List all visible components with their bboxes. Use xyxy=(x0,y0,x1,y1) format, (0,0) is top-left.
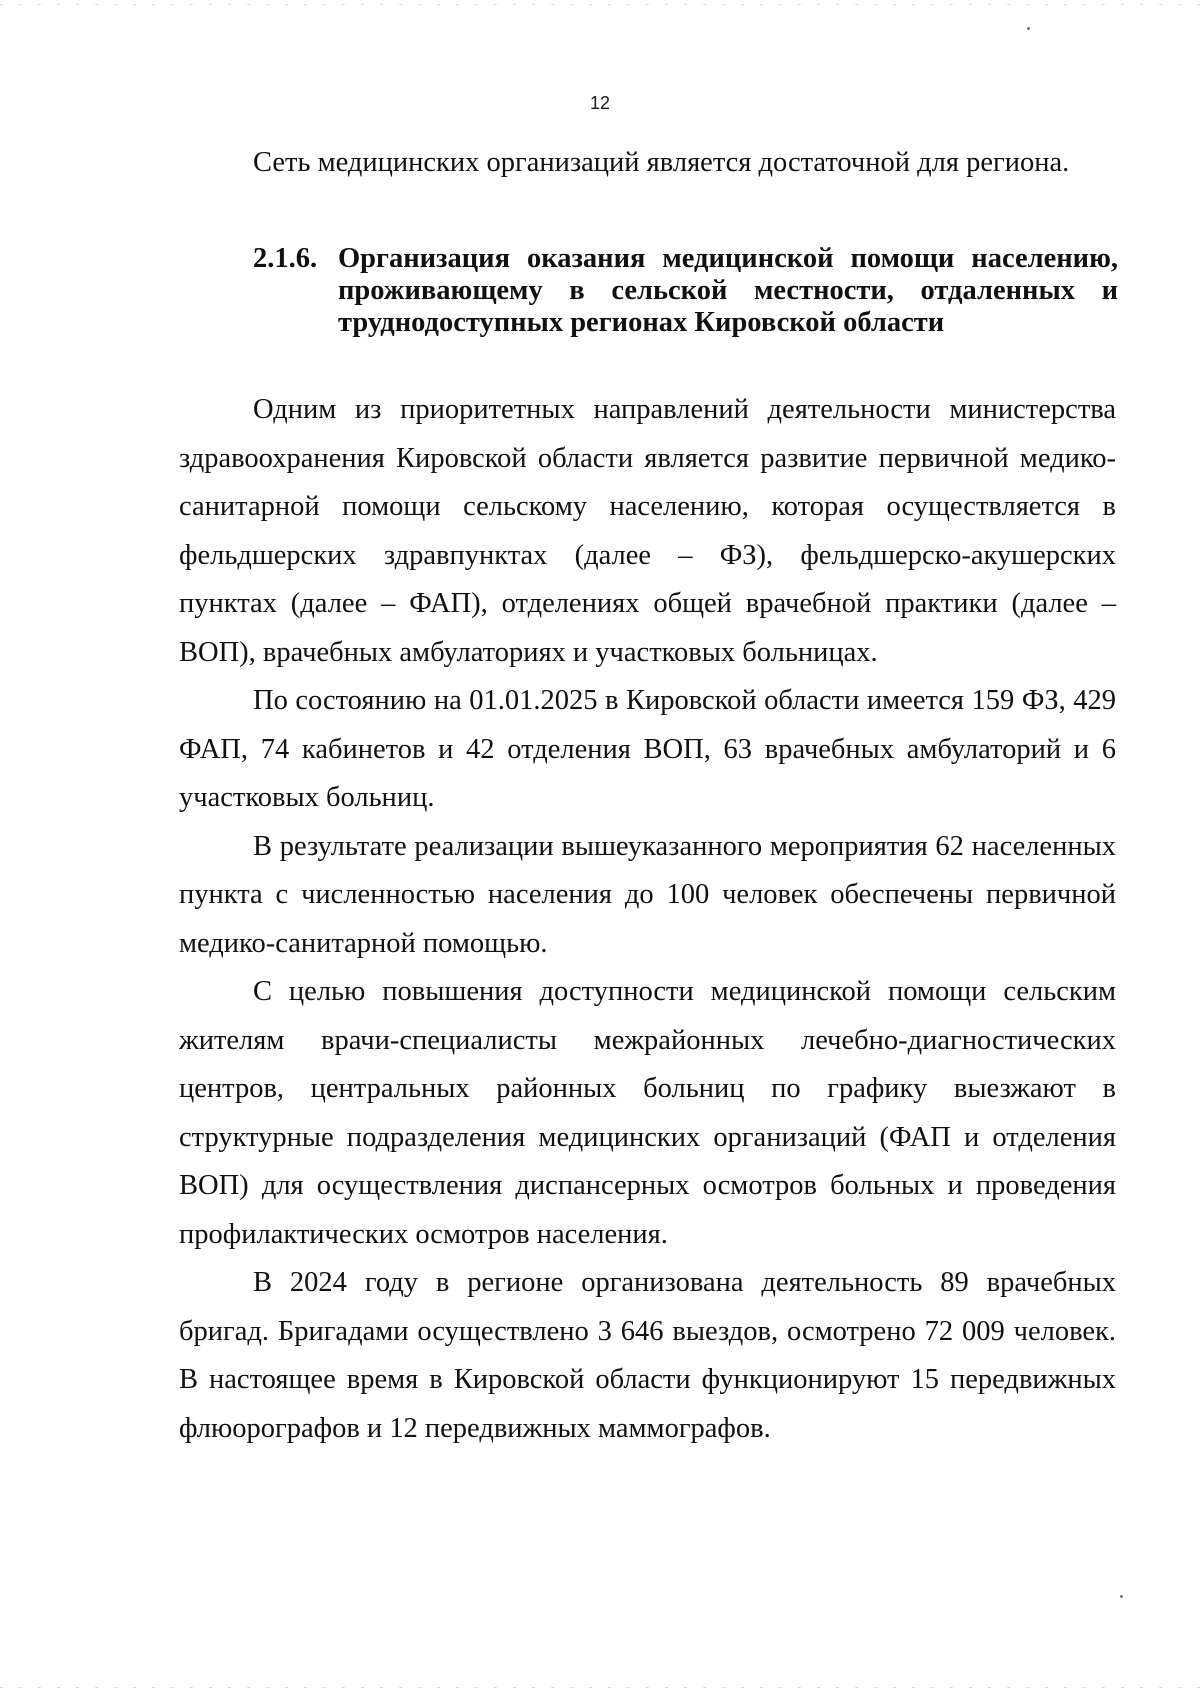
scan-artifact-top xyxy=(0,4,1200,5)
scan-speck xyxy=(1027,27,1030,30)
scan-artifact-bottom xyxy=(0,1687,1200,1688)
section-number: 2.1.6. xyxy=(253,243,318,274)
scan-speck xyxy=(1120,1595,1123,1598)
paragraph: В результате реализации вышеуказанного мероприятия 62 населенных пункта с численностью населения до 100 человек обеспечены первичной медико-санитарной помощью. xyxy=(179,830,1116,959)
paragraph: С целью повышения доступности медицинской помощи сельским жителям врачи-специалисты межрайонных лечебно-диагностических центров, центральных районных больниц по графику выезжают в структурные подразделения медицинских организаций (ФАП и отделения ВОП) для осуществления диспансерных осмотров больных и проведения профилактических осмотров населения. xyxy=(179,976,1116,1250)
paragraph: По состоянию на 01.01.2025 в Кировской области имеется 159 ФЗ, 429 ФАП, 74 кабинетов и 42 отделения ВОП, 63 врачебных амбулаторий и 6 участковых больниц. xyxy=(179,685,1116,813)
page-number: 12 xyxy=(589,93,611,113)
paragraph: Одним из приоритетных направлений деятельности министерства здравоохранения Кировской области является развитие первичной медико-санитарной помощи сельскому населению, которая осуществляется в фельдшерских здравпунктах (далее – ФЗ), фельдшерско-акушерских пунктах (далее – ФАП), отделениях общей врачебной практики (далее – ВОП), врачебных амбулаториях и участковых больницах. xyxy=(179,394,1116,668)
intro-sentence: Сеть медицинских организаций является достаточной для региона. xyxy=(253,147,1070,178)
body-text xyxy=(179,386,1116,1453)
paragraph: В 2024 году в регионе организована деятельность 89 врачебных бригад. Бригадами осуществлено 3 646 выездов, осмотрено 72 009 человек. В настоящее время в Кировской области функционируют 15 передвижных флюорографов и 12 передвижных маммографов. xyxy=(179,1267,1116,1444)
section-title: Организация оказания медицинской помощи населению, проживающему в сельской местности, отдаленных и труднодоступных регионах Кировской области xyxy=(338,243,1118,338)
